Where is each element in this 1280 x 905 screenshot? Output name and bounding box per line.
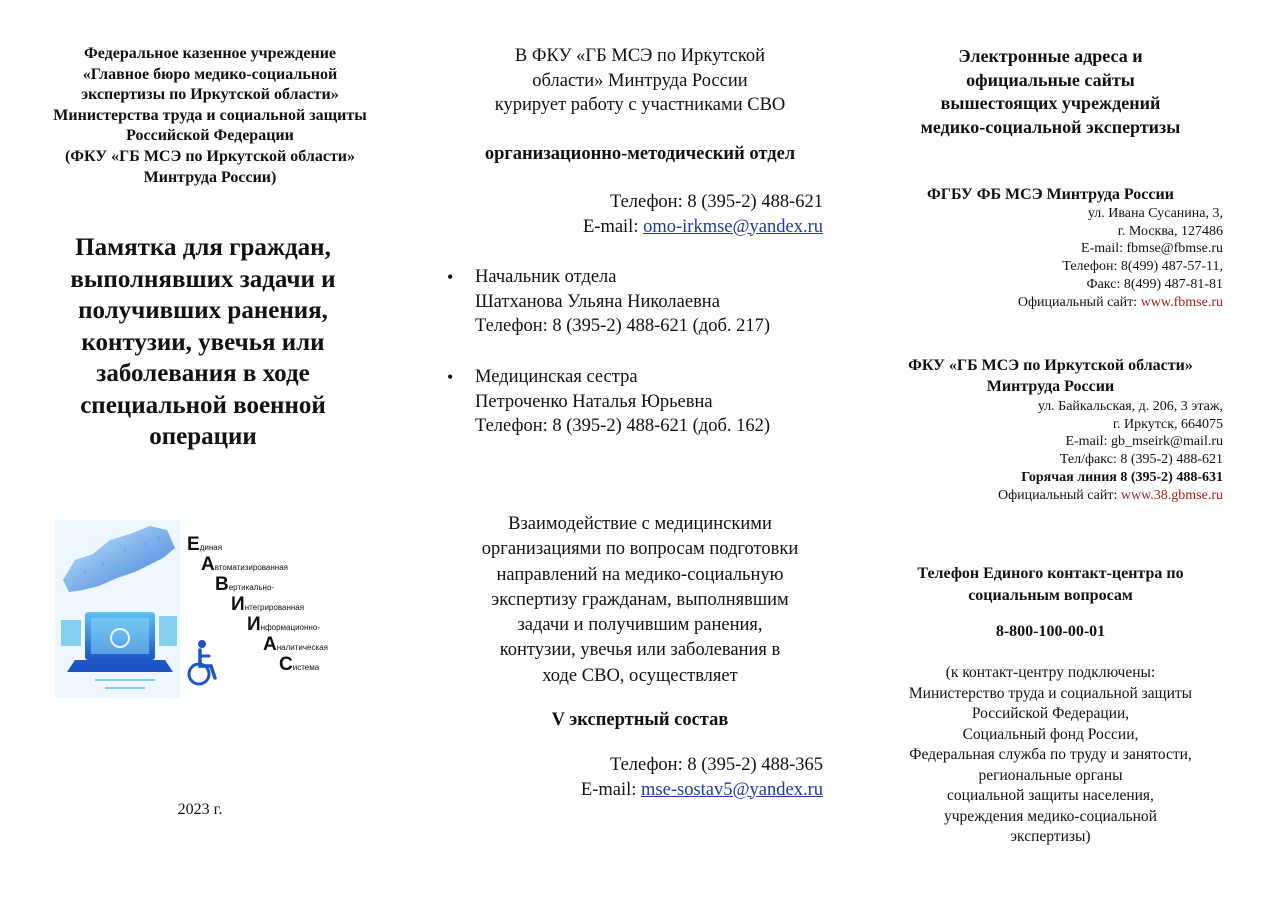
fb-fax: Факс: 8(499) 487-81-81 (1086, 276, 1223, 292)
dept-title: организационно-методический отдел (484, 144, 796, 164)
interaction-line: задачи и получившим ранения, (517, 615, 763, 636)
expert-email-link[interactable]: mse-sostav5@yandex.ru (641, 779, 823, 800)
panel-middle (427, 0, 853, 905)
list-item (447, 265, 847, 339)
gb-title-line: ФКУ «ГБ МСЭ по Иркутской области» (908, 357, 1193, 374)
interaction-line: контузии, увечья или заболевания в (499, 640, 781, 661)
acronym-row: Информационно- (247, 614, 320, 635)
nurse-name: Петроченко Наталья Юрьевна (475, 391, 713, 412)
gb-site-line (853, 487, 1223, 505)
interaction-line: ходе СВО, осуществляет (542, 665, 738, 686)
interaction-line: экспертизу гражданам, выполнявшим (491, 589, 789, 610)
gb-hotline: Горячая линия 8 (395-2) 488-631 (1021, 469, 1223, 485)
acronym-row: Аналитическая (263, 634, 328, 655)
intro-line: области» Минтруда России (532, 70, 748, 91)
title-line: выполнявших задачи и (70, 265, 336, 293)
gb-phone: Тел/факс: 8 (395-2) 488-621 (1059, 452, 1223, 468)
dept-email-line (427, 215, 823, 240)
head-phone: Телефон: 8 (395-2) 488-621 (доб. 217) (475, 316, 771, 336)
site-label: Официальный сайт: (998, 487, 1121, 503)
dept-phone: Телефон: 8 (395-2) 488-621 (609, 192, 823, 212)
panel-right (853, 0, 1280, 905)
panel-left (0, 0, 427, 905)
addresses-header (853, 45, 1248, 139)
title-line: получивших ранения, (78, 297, 328, 324)
title-line: Памятка для граждан, (75, 234, 331, 261)
contact-title-line: социальным вопросам (968, 586, 1133, 604)
org-line: Минтруда России) (143, 168, 277, 186)
contact-center-note (853, 663, 1248, 848)
gb-title-line: Минтруда России (986, 378, 1115, 395)
note-line: Российской Федерации, (971, 705, 1130, 722)
dept-contacts (427, 190, 823, 239)
contact-center-title (853, 563, 1248, 606)
contact-title-line: Телефон Единого контакт-центра по (917, 565, 1184, 582)
email-label: E-mail: (582, 216, 644, 237)
expert-email-line (427, 778, 823, 803)
org-line: «Главное бюро медико-социальной (82, 65, 338, 83)
acronym-row: Интегрированная (231, 594, 305, 615)
contact-center-phone: 8-800-100-00-01 (995, 623, 1106, 640)
fb-title: ФГБУ ФБ МСЭ Минтруда России (927, 186, 1174, 203)
bullet-icon: • (447, 367, 454, 387)
intro-text (427, 44, 853, 118)
org-line: Министерства труда и социальной защиты (53, 106, 367, 124)
note-line: социальной защиты населения, (947, 787, 1154, 804)
gb-email: E-mail: gb_mseirk@mail.ru (1065, 434, 1223, 450)
note-line: (к контакт-центру подключены: (945, 664, 1156, 681)
header-line: официальные сайты (966, 69, 1135, 90)
note-line: учреждения медико-социальной (944, 807, 1157, 825)
intro-line: В ФКУ «ГБ МСЭ по Иркутской (514, 46, 766, 66)
eavias-logo (55, 520, 355, 698)
dept-email-link[interactable]: omo-irkmse@yandex.ru (643, 216, 823, 237)
note-line: региональные органы (978, 766, 1123, 784)
fb-city: г. Москва, 127486 (1117, 223, 1223, 239)
acronym-row: Автоматизированная (201, 554, 288, 575)
expert-phone: Телефон: 8 (395-2) 488-365 (609, 755, 823, 775)
gb-city: г. Иркутск, 664075 (1112, 416, 1223, 432)
fb-site-link[interactable]: www.fbmse.ru (1140, 294, 1223, 310)
expert-title: V экспертный состав (551, 710, 729, 730)
fb-address: ул. Ивана Сусанина, 3, (1087, 206, 1223, 221)
note-line: экспертизы) (1010, 828, 1091, 845)
fb-details (853, 205, 1223, 311)
org-line: Российской Федерации (126, 127, 294, 145)
org-line: экспертизы по Иркутской области» (81, 86, 339, 104)
acronym-row: Единая (187, 534, 223, 555)
gb-details (853, 398, 1223, 504)
org-line: (ФКУ «ГБ МСЭ по Иркутской области» (64, 147, 356, 165)
leaflet-title (28, 232, 378, 453)
bullet-icon: • (447, 267, 454, 287)
gb-title (853, 355, 1248, 397)
title-line: специальной военной (80, 391, 326, 419)
interaction-line: организациями по вопросам подготовки (481, 539, 799, 560)
header-line: вышестоящих учреждений (940, 93, 1161, 113)
org-line: Федеральное казенное учреждение (83, 45, 337, 62)
title-line: заболевания в ходе (96, 360, 310, 387)
fb-site-line (853, 294, 1223, 312)
note-line: Федеральная служба по труду и занятости, (909, 746, 1192, 763)
nurse-phone: Телефон: 8 (395-2) 488-621 (доб. 162) (475, 416, 771, 436)
eavias-acronym (187, 534, 357, 674)
header-line: Электронные адреса и (958, 46, 1143, 66)
gb-site-link[interactable]: www.38.gbmse.ru (1120, 487, 1223, 503)
header-line: медико-социальной экспертизы (920, 116, 1181, 137)
head-role: Начальник отдела (475, 267, 617, 287)
interaction-line: направлений на медико-социальную (496, 564, 784, 585)
site-label: Официальный сайт: (1017, 294, 1141, 310)
acronym-row: Вертикально- (215, 574, 275, 595)
acronym-row: Система (279, 654, 320, 675)
title-line: операции (149, 423, 257, 450)
note-line: Социальный фонд России, (962, 725, 1139, 743)
email-label: E-mail: (580, 779, 642, 800)
year: 2023 г. (177, 801, 223, 818)
interaction-text (427, 512, 853, 689)
note-line: Министерство труда и социальной защиты (908, 684, 1193, 702)
list-item (447, 365, 847, 439)
expert-contacts (427, 753, 823, 802)
intro-line: курирует работу с участниками СВО (494, 95, 786, 115)
organization-name (10, 44, 410, 188)
title-line: контузии, увечья или (81, 328, 325, 356)
gb-address: ул. Байкальская, д. 206, 3 этаж, (1037, 399, 1223, 414)
fb-email: E-mail: fbmse@fbmse.ru (1081, 241, 1223, 257)
head-name: Шатханова Ульяна Николаевна (475, 291, 720, 312)
interaction-line: Взаимодействие с медицинскими (508, 514, 772, 534)
nurse-role: Медицинская сестра (475, 367, 638, 387)
fb-phone: Телефон: 8(499) 487-57-11, (1062, 259, 1223, 275)
